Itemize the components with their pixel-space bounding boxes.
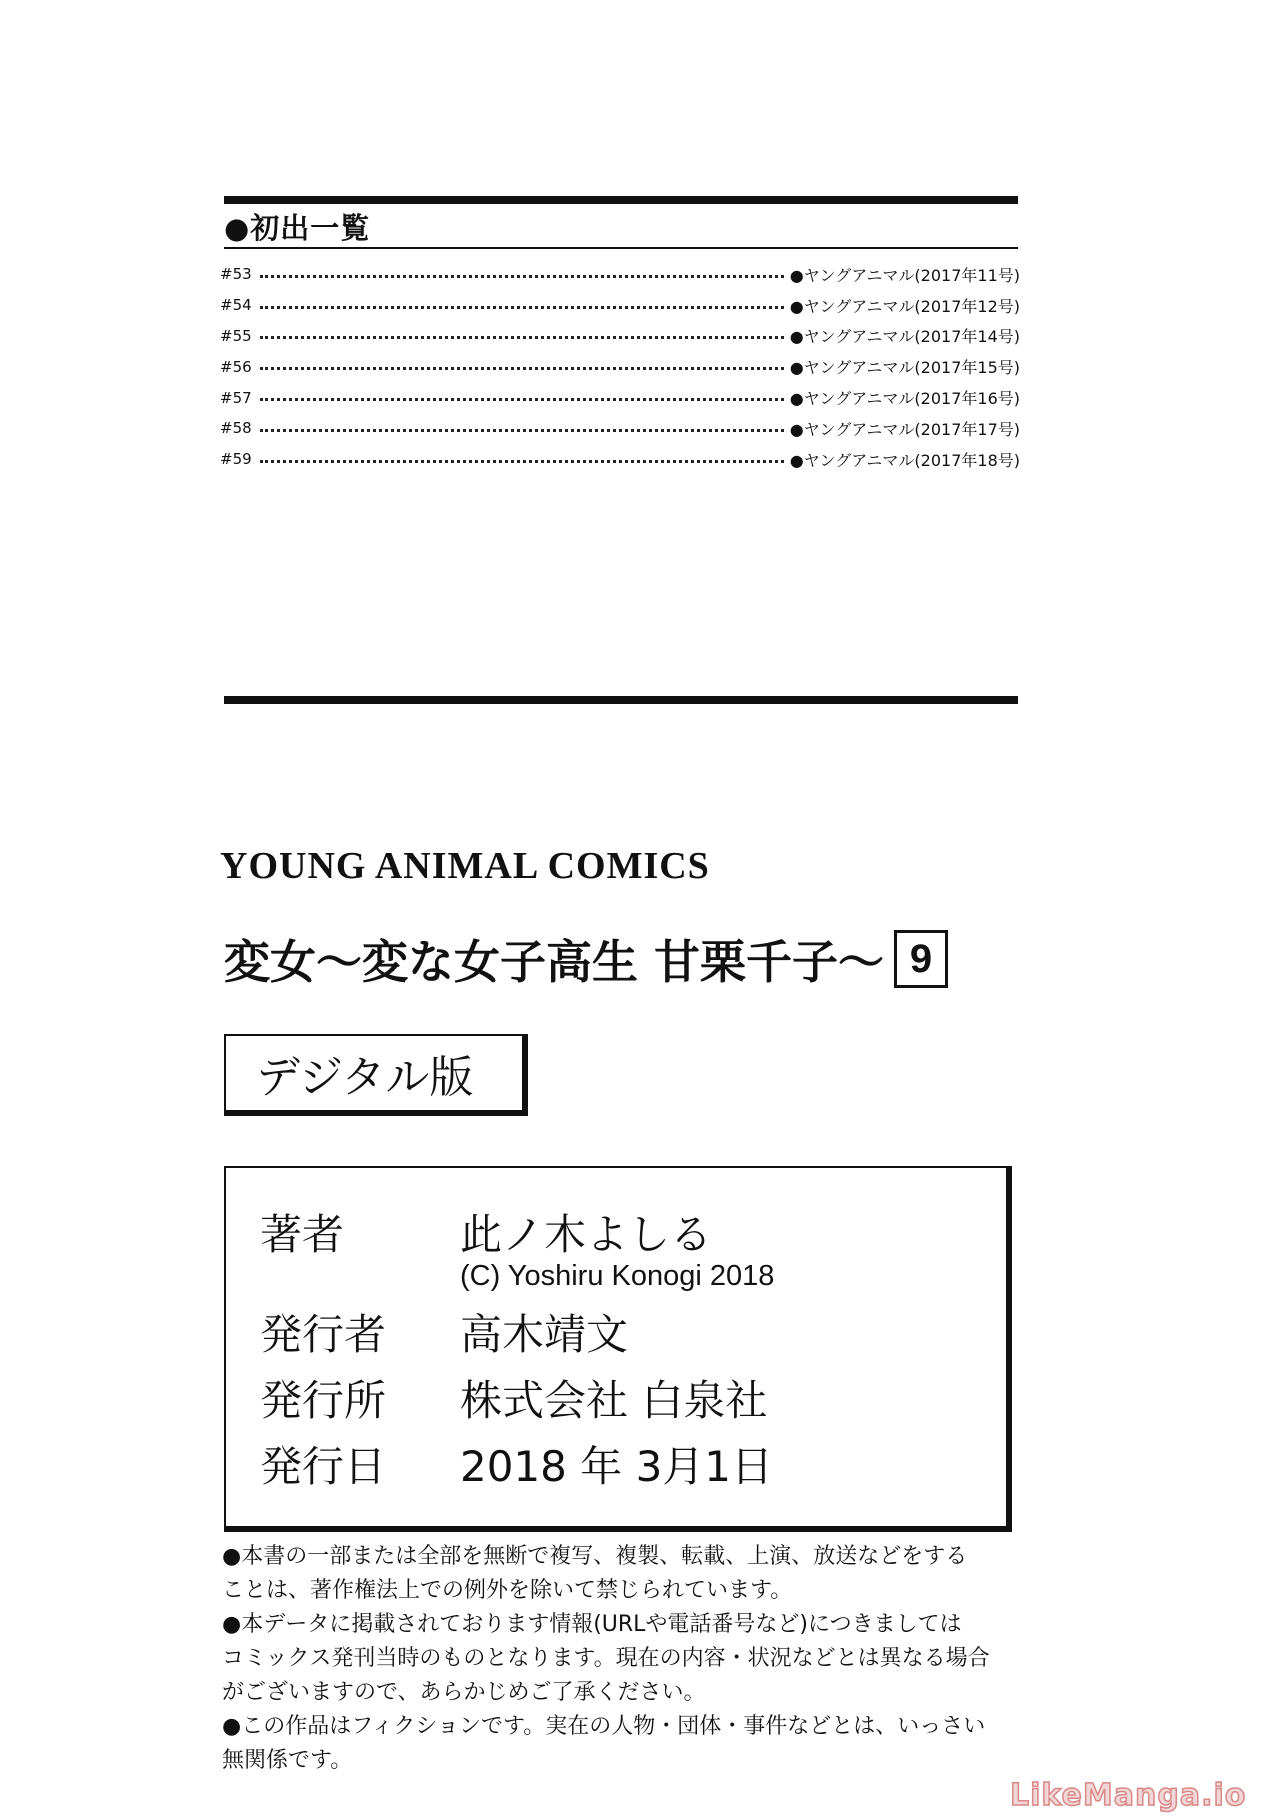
publication-info-box <box>224 1166 1012 1532</box>
publication-date: 2018 年 3月1日 <box>460 1442 774 1491</box>
chapter-source: ●ヤングアニマル(2017年18号) <box>789 450 1020 470</box>
section-divider-rule <box>224 696 1018 704</box>
title-text: 変女〜変な女子高生 甘栗千子〜 <box>224 935 885 989</box>
copyright-line: (C) Yoshiru Konogi 2018 <box>460 1260 775 1292</box>
dot-leader <box>260 275 784 278</box>
list-item <box>220 290 1020 321</box>
dot-leader <box>260 460 784 463</box>
dot-leader <box>260 429 784 432</box>
chapter-source: ●ヤングアニマル(2017年11号) <box>789 265 1020 285</box>
notice-line: ●本書の一部または全部を無断で複写、複製、転載、上演、放送などをする <box>222 1544 968 1569</box>
publisher-person-name: 高木靖文 <box>460 1310 629 1359</box>
notice-line: コミックス発刊当時のものとなります。現在の内容・状況などとは異なる場合 <box>222 1646 990 1671</box>
publisher-row <box>260 1368 767 1428</box>
edition-box <box>224 1034 528 1116</box>
chapter-source: ●ヤングアニマル(2017年16号) <box>789 389 1020 409</box>
edition-label: デジタル版 <box>256 1052 474 1103</box>
volume-number: 9 <box>894 930 948 988</box>
publisher-person-row <box>260 1302 628 1362</box>
chapter-source: ●ヤングアニマル(2017年15号) <box>789 358 1020 378</box>
chapter-number: #55 <box>220 326 252 345</box>
chapter-number: #57 <box>220 388 252 407</box>
heading-underline <box>224 247 1018 249</box>
date-label: 発行日 <box>260 1442 387 1491</box>
author-row <box>260 1202 712 1262</box>
publisher-name: 株式会社 白泉社 <box>460 1376 768 1425</box>
notice-line: ことは、著作権法上での例外を除いて禁じられています。 <box>222 1578 793 1603</box>
chapter-number: #58 <box>220 419 252 438</box>
list-item <box>220 413 1020 444</box>
first-appearance-heading: ●初出一覧 <box>224 211 371 245</box>
series-label: YOUNG ANIMAL COMICS <box>220 845 710 887</box>
chapter-source: ●ヤングアニマル(2017年17号) <box>789 419 1020 439</box>
date-row <box>260 1434 773 1494</box>
notice-line: 無関係です。 <box>222 1748 353 1773</box>
first-appearance-list <box>220 259 1020 475</box>
publisher-label: 発行所 <box>260 1376 387 1425</box>
book-title <box>224 926 948 992</box>
top-heavy-rule <box>224 196 1018 204</box>
author-name: 此ノ木よしる <box>460 1210 713 1259</box>
legal-notices <box>222 1540 1022 1778</box>
dot-leader <box>260 367 784 370</box>
list-item <box>220 444 1020 475</box>
list-item <box>220 351 1020 382</box>
chapter-number: #54 <box>220 296 252 315</box>
chapter-number: #53 <box>220 265 252 284</box>
chapter-number: #56 <box>220 357 252 376</box>
chapter-source: ●ヤングアニマル(2017年12号) <box>789 296 1020 316</box>
chapter-number: #59 <box>220 450 252 469</box>
chapter-source: ●ヤングアニマル(2017年14号) <box>789 327 1020 347</box>
author-label: 著者 <box>260 1210 345 1259</box>
dot-leader <box>260 306 784 309</box>
list-item <box>220 382 1020 413</box>
publisher-person-label: 発行者 <box>260 1310 387 1359</box>
watermark-logo: LikeManga.io <box>1010 1778 1247 1813</box>
list-item <box>220 259 1020 290</box>
list-item <box>220 321 1020 352</box>
dot-leader <box>260 336 784 339</box>
notice-line: ●本データに掲載されております情報(URLや電話番号など)につきましては <box>222 1612 962 1637</box>
dot-leader <box>260 398 784 401</box>
notice-line: がございますので、あらかじめご了承ください。 <box>222 1680 706 1705</box>
notice-line: ●この作品はフィクションです。実在の人物・団体・事件などとは、いっさい <box>222 1714 986 1739</box>
